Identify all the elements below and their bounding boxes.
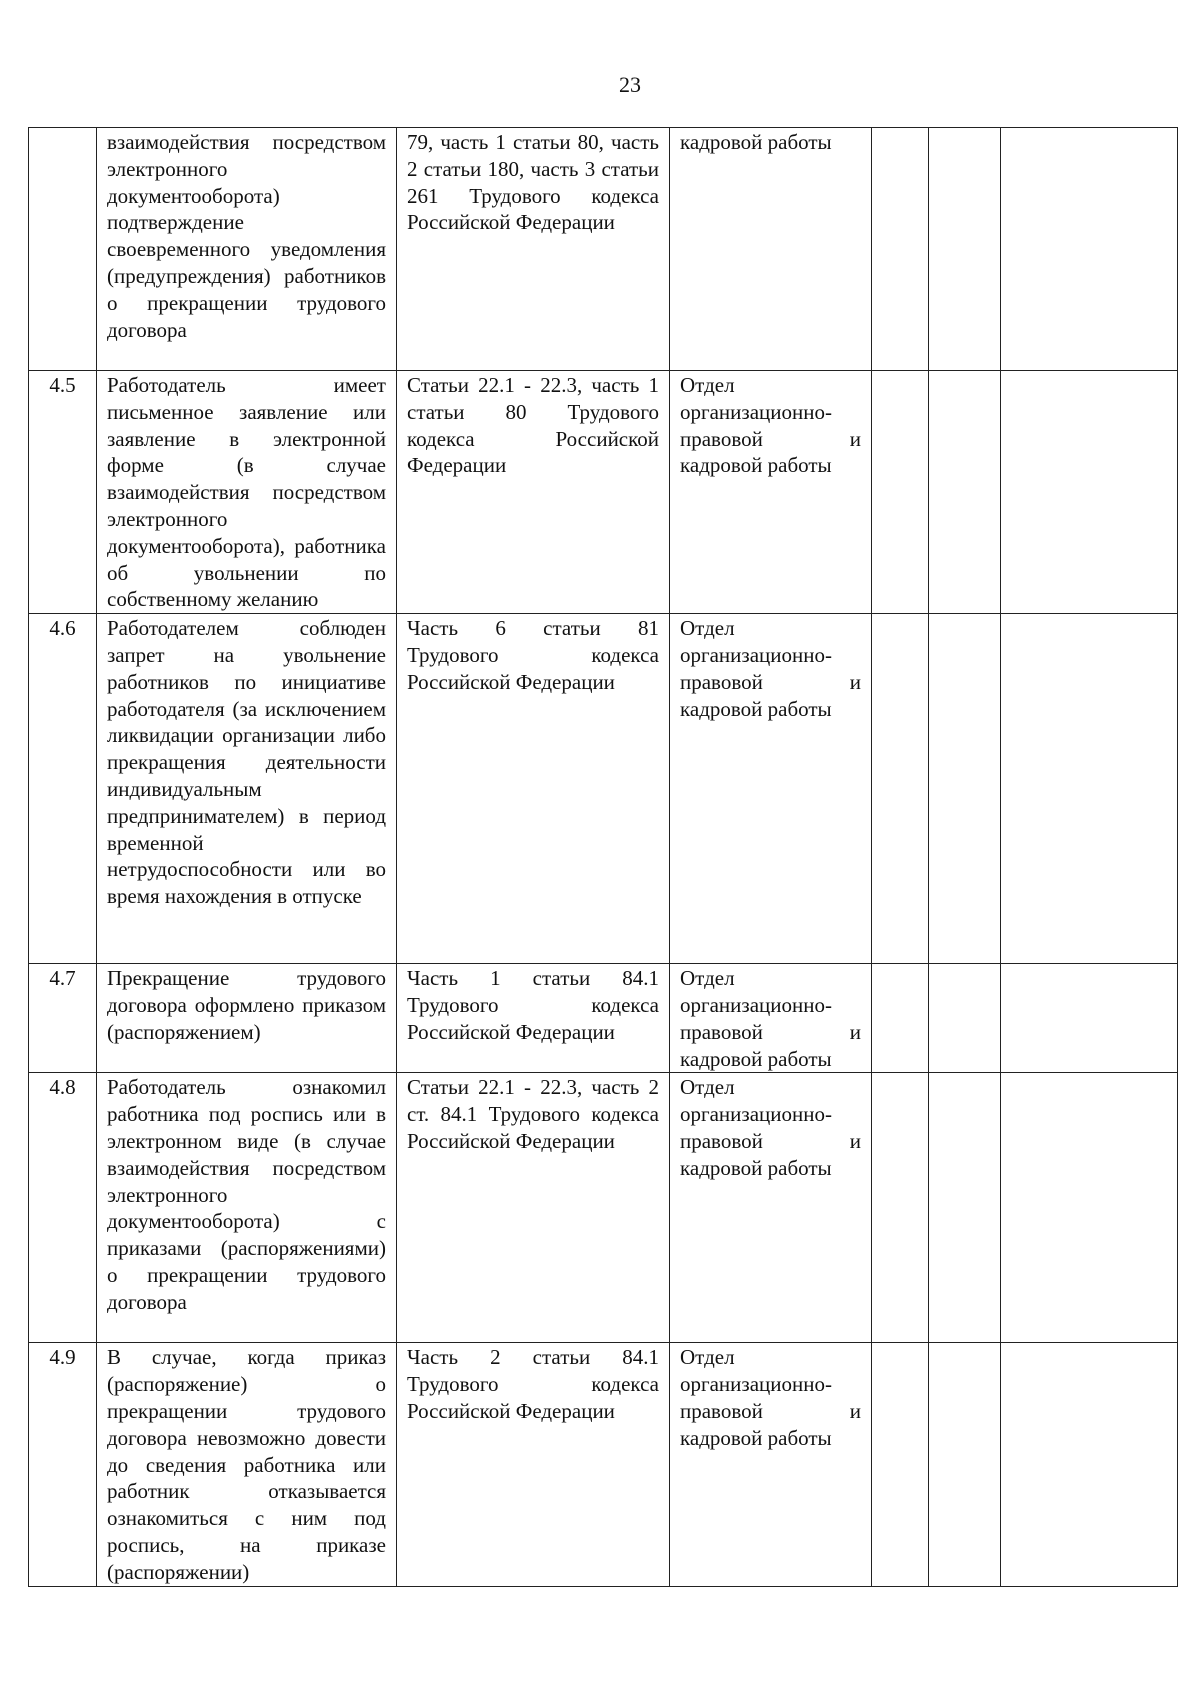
answer-yes-cell <box>872 964 929 1073</box>
legal-basis-text: Часть 1 статьи 84.1 Трудового кодекса Российской Федерации <box>397 964 670 1073</box>
comment-cell <box>1001 1073 1178 1343</box>
responsible-department: кадровой работы <box>670 128 872 371</box>
answer-no-cell <box>929 1073 1001 1343</box>
responsible-department: Отдел организационно-правовой и кадровой работы <box>670 371 872 614</box>
comment-cell <box>1001 1343 1178 1586</box>
comment-cell <box>1001 371 1178 614</box>
comment-cell <box>1001 128 1178 371</box>
answer-yes-cell <box>872 1073 929 1343</box>
legal-basis-text: Часть 6 статьи 81 Трудового кодекса Российской Федерации <box>397 614 670 964</box>
requirement-text: В случае, когда приказ (распоряжение) о прекращении трудового договора невозможно довести до сведения работника или работник отказывается ознакомиться с ним под роспись, на приказе (распоряжении) <box>97 1343 397 1586</box>
responsible-department: Отдел организационно-правовой и кадровой работы <box>670 1073 872 1343</box>
comment-cell <box>1001 964 1178 1073</box>
requirement-text: Работодатель ознакомил работника под роспись или в электронном виде (в случае взаимодействия посредством электронного документооборота) с приказами (распоряжениями) о прекращении трудового договора <box>97 1073 397 1343</box>
row-number: 4.5 <box>29 371 97 614</box>
row-number: 4.9 <box>29 1343 97 1586</box>
checklist-table <box>28 127 1178 1587</box>
table-row <box>29 1343 1178 1586</box>
answer-no-cell <box>929 614 1001 964</box>
table-row <box>29 371 1178 614</box>
table-row <box>29 1073 1178 1343</box>
legal-basis-text: Статьи 22.1 - 22.3, часть 1 статьи 80 Трудового кодекса Российской Федерации <box>397 371 670 614</box>
answer-yes-cell <box>872 128 929 371</box>
row-number <box>29 128 97 371</box>
legal-basis-text: 79, часть 1 статьи 80, часть 2 статьи 180, часть 3 статьи 261 Трудового кодекса Российской Федерации <box>397 128 670 371</box>
requirement-text: взаимодействия посредством электронного документооборота) подтверждение своевременного уведомления (предупреждения) работников о прекращении трудового договора <box>97 128 397 371</box>
responsible-department: Отдел организационно-правовой и кадровой работы <box>670 964 872 1073</box>
requirement-text: Работодатель имеет письменное заявление или заявление в электронной форме (в случае взаимодействия посредством электронного документооборота), работника об увольнении по собственному желанию <box>97 371 397 614</box>
legal-basis-text: Часть 2 статьи 84.1 Трудового кодекса Российской Федерации <box>397 1343 670 1586</box>
answer-no-cell <box>929 1343 1001 1586</box>
requirement-text: Прекращение трудового договора оформлено приказом (распоряжением) <box>97 964 397 1073</box>
table-row <box>29 128 1178 371</box>
answer-no-cell <box>929 128 1001 371</box>
row-number: 4.7 <box>29 964 97 1073</box>
answer-yes-cell <box>872 371 929 614</box>
table-row <box>29 964 1178 1073</box>
comment-cell <box>1001 614 1178 964</box>
row-number: 4.8 <box>29 1073 97 1343</box>
legal-basis-text: Статьи 22.1 - 22.3, часть 2 ст. 84.1 Трудового кодекса Российской Федерации <box>397 1073 670 1343</box>
answer-yes-cell <box>872 1343 929 1586</box>
table-row <box>29 614 1178 964</box>
page-number: 23 <box>619 72 641 97</box>
answer-no-cell <box>929 964 1001 1073</box>
requirement-text: Работодателем соблюден запрет на увольнение работников по инициативе работодателя (за исключением ликвидации организации либо прекращения деятельности индивидуальным предпринимателем) в период временной нетрудоспособности или во время нахождения в отпуске <box>97 614 397 964</box>
answer-no-cell <box>929 371 1001 614</box>
responsible-department: Отдел организационно-правовой и кадровой работы <box>670 1343 872 1586</box>
responsible-department: Отдел организационно-правовой и кадровой работы <box>670 614 872 964</box>
answer-yes-cell <box>872 614 929 964</box>
row-number: 4.6 <box>29 614 97 964</box>
